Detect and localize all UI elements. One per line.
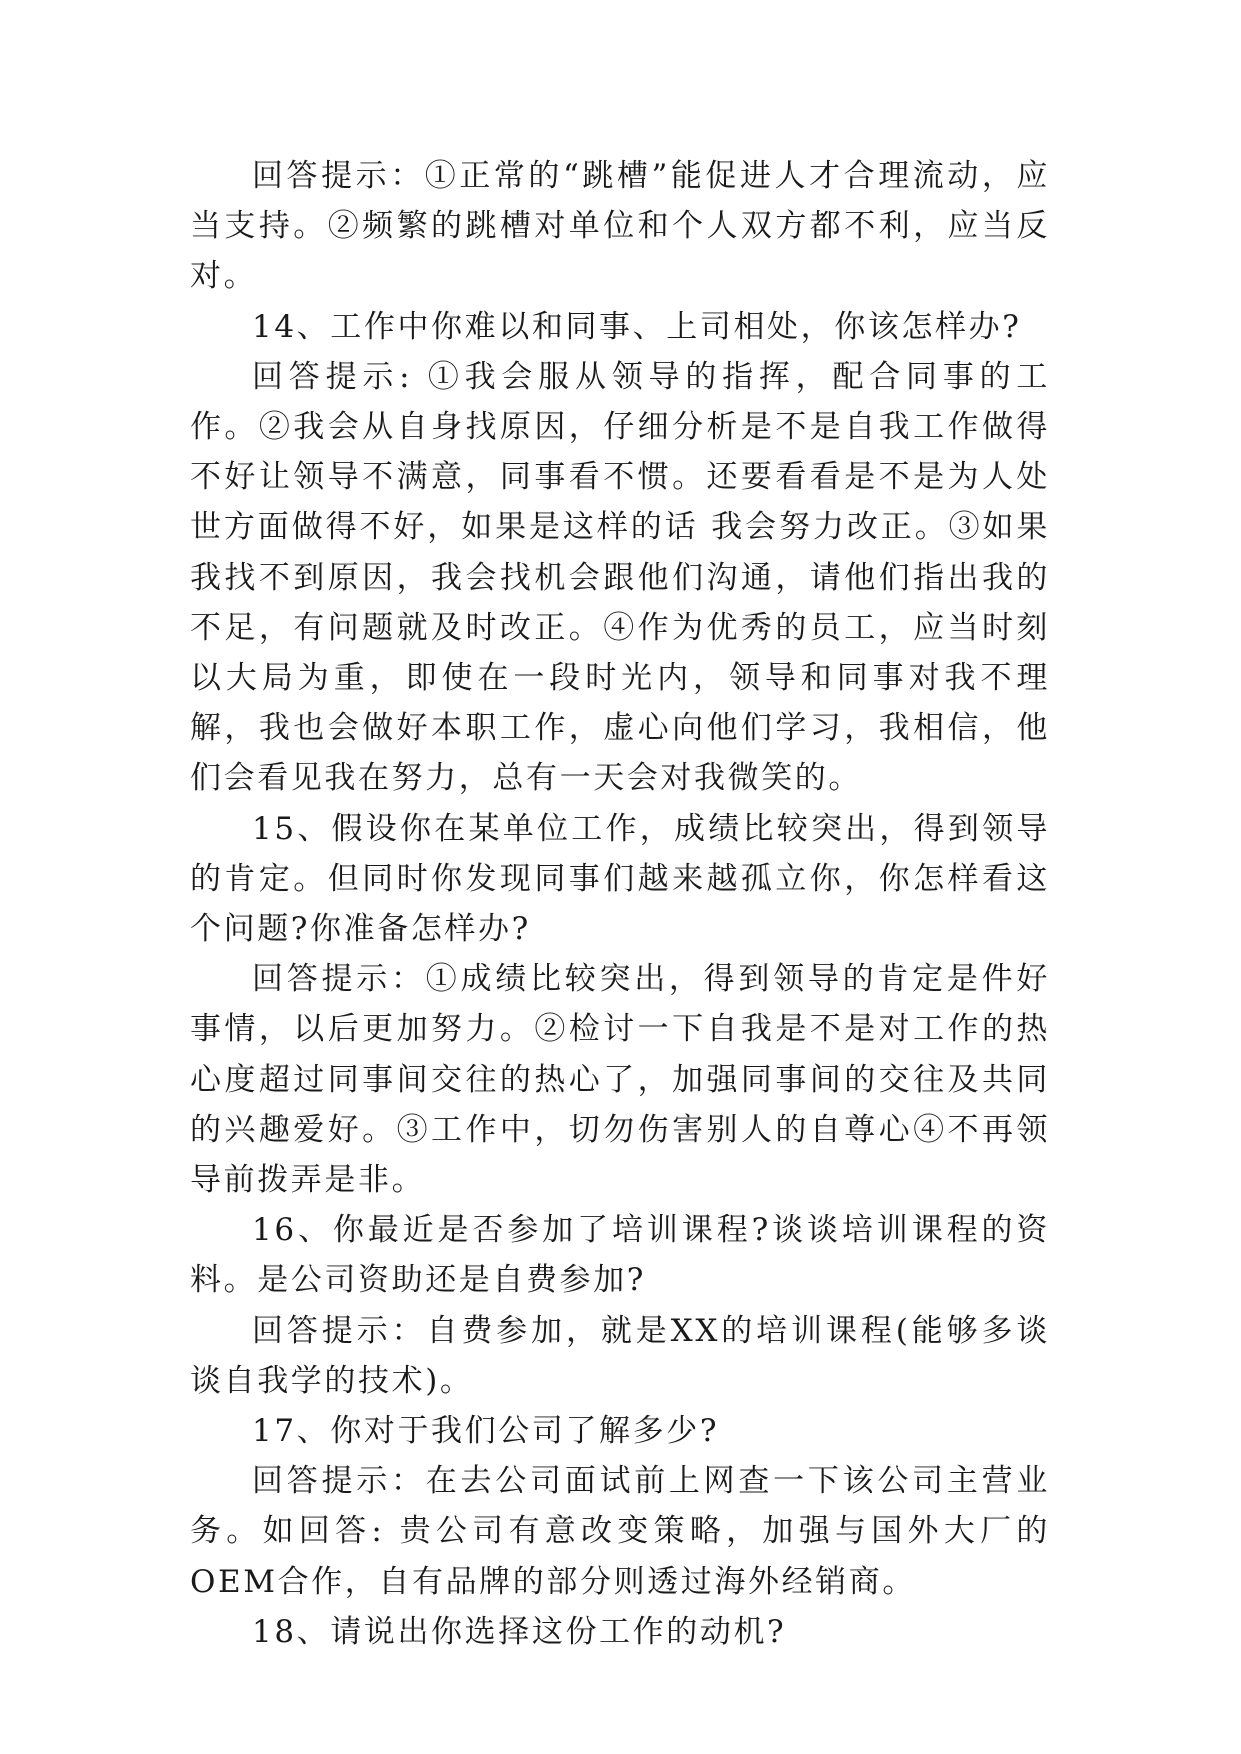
paragraph-question-14: 14、工作中你难以和同事、上司相处，你该怎样办? xyxy=(252,308,1022,345)
document-body xyxy=(190,151,1050,1657)
paragraph-answer-14: 回答提示: ①我会服从领导的指挥，配合同事的工作。②我会从自身找原因，仔细分析是不是自我工作做得不好让领导不满意，同事看不惯。还要看看是不是为人处世方面做得不好，如果是这样的话 我会努力改正。③如果我找不到原因，我会找机会跟他们沟通，请他们指出我的不足，有问题就及时改正。④作为优秀的员工，应当时刻以大局为重，即使在一段时光内，领导和同事对我不理解，我也会做好本职工作，虚心向他们学习，我相信，他们会看见我在努力，总有一天会对我微笑的。 xyxy=(190,358,1050,797)
paragraph-answer-17: 回答提示：在去公司面试前上网查一下该公司主营业务。如回答: 贵公司有意改变策略，加强与国外大厂的OEM合作，自有品牌的部分则透过海外经销商。 xyxy=(190,1463,1050,1600)
paragraph-answer-15: 回答提示：①成绩比较突出，得到领导的肯定是件好事情，以后更加努力。②检讨一下自我是不是对工作的热心度超过同事间交往的热心了，加强同事间的交往及共同的兴趣爱好。③工作中，切勿伤害别人的自尊心④不再领导前拨弄是非。 xyxy=(190,961,1050,1199)
paragraph-question-18: 18、请说出你选择这份工作的动机? xyxy=(252,1613,787,1650)
paragraph-answer-16: 回答提示：自费参加，就是XX的培训课程(能够多谈谈自我学的技术)。 xyxy=(190,1312,1050,1399)
paragraph-answer-13: 回答提示：①正常的“跳槽”能促进人才合理流动，应当支持。②频繁的跳槽对单位和个人双方都不利，应当反对。 xyxy=(190,158,1050,295)
paragraph-question-17: 17、你对于我们公司了解多少? xyxy=(252,1413,720,1450)
paragraph-question-16: 16、你最近是否参加了培训课程?谈谈培训课程的资料。是公司资助还是自费参加? xyxy=(190,1212,1050,1299)
paragraph-question-15: 15、假设你在某单位工作，成绩比较突出，得到领导的肯定。但同时你发现同事们越来越孤立你，你怎样看这个问题?你准备怎样办? xyxy=(190,810,1050,948)
